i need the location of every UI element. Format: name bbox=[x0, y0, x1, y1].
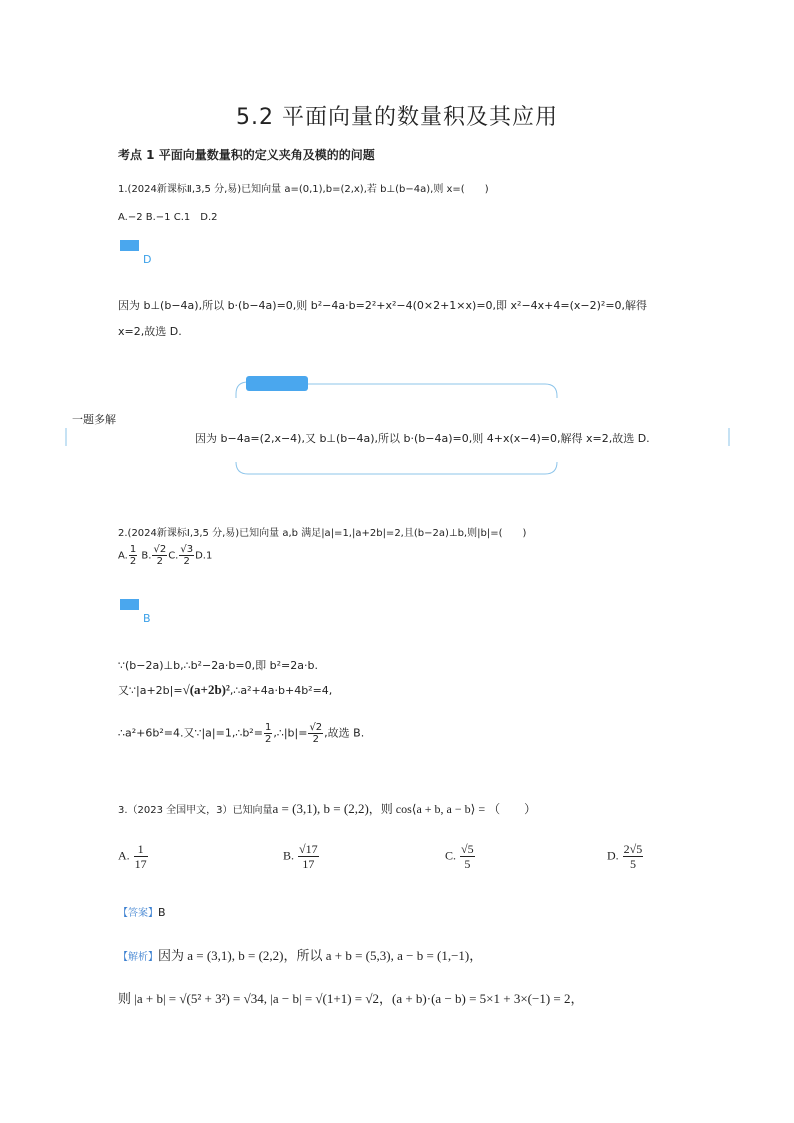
q3-answer: B bbox=[158, 906, 166, 919]
q1-answer: D bbox=[143, 253, 152, 266]
q3-analysis-tag: 【解析】 bbox=[118, 952, 158, 963]
section-heading: 考点 1 平面向量数量积的定义夹角及模的的问题 bbox=[118, 148, 375, 162]
q1-options: A.−2 B.−1 C.1 D.2 bbox=[118, 212, 218, 223]
q2-option-a-value: $\frac{1}{2}$ bbox=[129, 544, 137, 567]
q1-solution-line2: x=2,故选 D. bbox=[118, 325, 182, 338]
q2-option-b-value: $\frac{√2}{2}$ bbox=[153, 544, 167, 567]
q2-answer: B bbox=[143, 612, 151, 625]
q2-option-c-label: C. bbox=[168, 550, 179, 562]
q3-option-a: A. $\frac{1}{17}$ bbox=[118, 842, 147, 871]
q1-stem: 1.(2024新课标Ⅱ,3,5 分,易)已知向量 a=(0,1),b=(2,x),若 b⊥(b−4a),则 x=( ) bbox=[118, 184, 489, 195]
q2-solution-line3: ∴a²+6b²=4.又∵|a|=1,∴b²= $\frac{1}{2}$ ,∴|b|= $\frac{√2}{2}$ ,故选 B. bbox=[118, 722, 365, 745]
q3-option-b: B. $\frac{√17}{17}$ bbox=[283, 842, 318, 871]
page-title: 5.2 平面向量的数量积及其应用 bbox=[236, 105, 558, 130]
q2-stem: 2.(2024新课标Ⅰ,3,5 分,易)已知向量 a,b 满足|a|=1,|a+2b|=2,且(b−2a)⊥b,则|b|=( ) bbox=[118, 528, 527, 539]
alt-solution-label: 一题多解 bbox=[72, 413, 116, 426]
q2-solution-line1: ∵(b−2a)⊥b,∴b²−2a·b=0,即 b²=2a·b. bbox=[118, 659, 318, 672]
q1-answer-badge bbox=[120, 240, 139, 251]
q1-solution-line1: 因为 b⊥(b−4a),所以 b·(b−4a)=0,则 b²−4a·b=2²+x²−4(0×2+1×x)=0,即 x²−4x+4=(x−2)²=0,解得 bbox=[118, 299, 648, 312]
q2-answer-badge bbox=[120, 599, 139, 610]
q3-option-d: D. $\frac{2√5}{5}$ bbox=[607, 842, 643, 871]
q2-option-d: D.1 bbox=[195, 550, 213, 562]
q2-root-expression: √(a+2b)² bbox=[182, 682, 230, 697]
q2-solution-line2: 又∵|a+2b|=√(a+2b)²,∴a²+4a·b+4b²=4, bbox=[118, 682, 333, 697]
q2-option-a-label: A. bbox=[118, 550, 128, 562]
q3-stem: 3.（2023 全国甲文，3）已知向量a = (3,1), b = (2,2)，则 cos⟨a + b, a − b⟩ = （ ） bbox=[118, 801, 537, 816]
q3-option-c: C. $\frac{√5}{5}$ bbox=[445, 842, 474, 871]
q3-analysis-line1: 【解析】因为 a = (3,1), b = (2,2)，所以 a + b = (5,3), a − b = (1,−1)， bbox=[118, 948, 483, 963]
q3-answer-tag: 【答案】 bbox=[118, 908, 158, 919]
alt-solution-tab bbox=[246, 376, 308, 391]
alt-solution-text: 因为 b−4a=(2,x−4),又 b⊥(b−4a),所以 b·(b−4a)=0,则 4+x(x−4)=0,解得 x=2,故选 D. bbox=[195, 432, 650, 445]
q3-vectors: a = (3,1), b = (2,2) bbox=[272, 801, 369, 816]
q3-analysis-line2: 则 |a + b| = √(5² + 3²) = √34, |a − b| = √(1+1) = √2，(a + b)·(a − b) = 5×1 + 3×(−1) = 2， bbox=[118, 991, 584, 1006]
q3-answer-line bbox=[118, 904, 166, 919]
q2-option-b-label: B. bbox=[141, 550, 152, 562]
q2-options bbox=[118, 544, 212, 567]
q2-option-c-value: $\frac{√3}{2}$ bbox=[180, 544, 194, 567]
alt-solution-frame bbox=[0, 370, 794, 485]
q2-frac-root2: $\frac{√2}{2}$ bbox=[309, 722, 323, 745]
q2-frac-half: $\frac{1}{2}$ bbox=[264, 722, 272, 745]
